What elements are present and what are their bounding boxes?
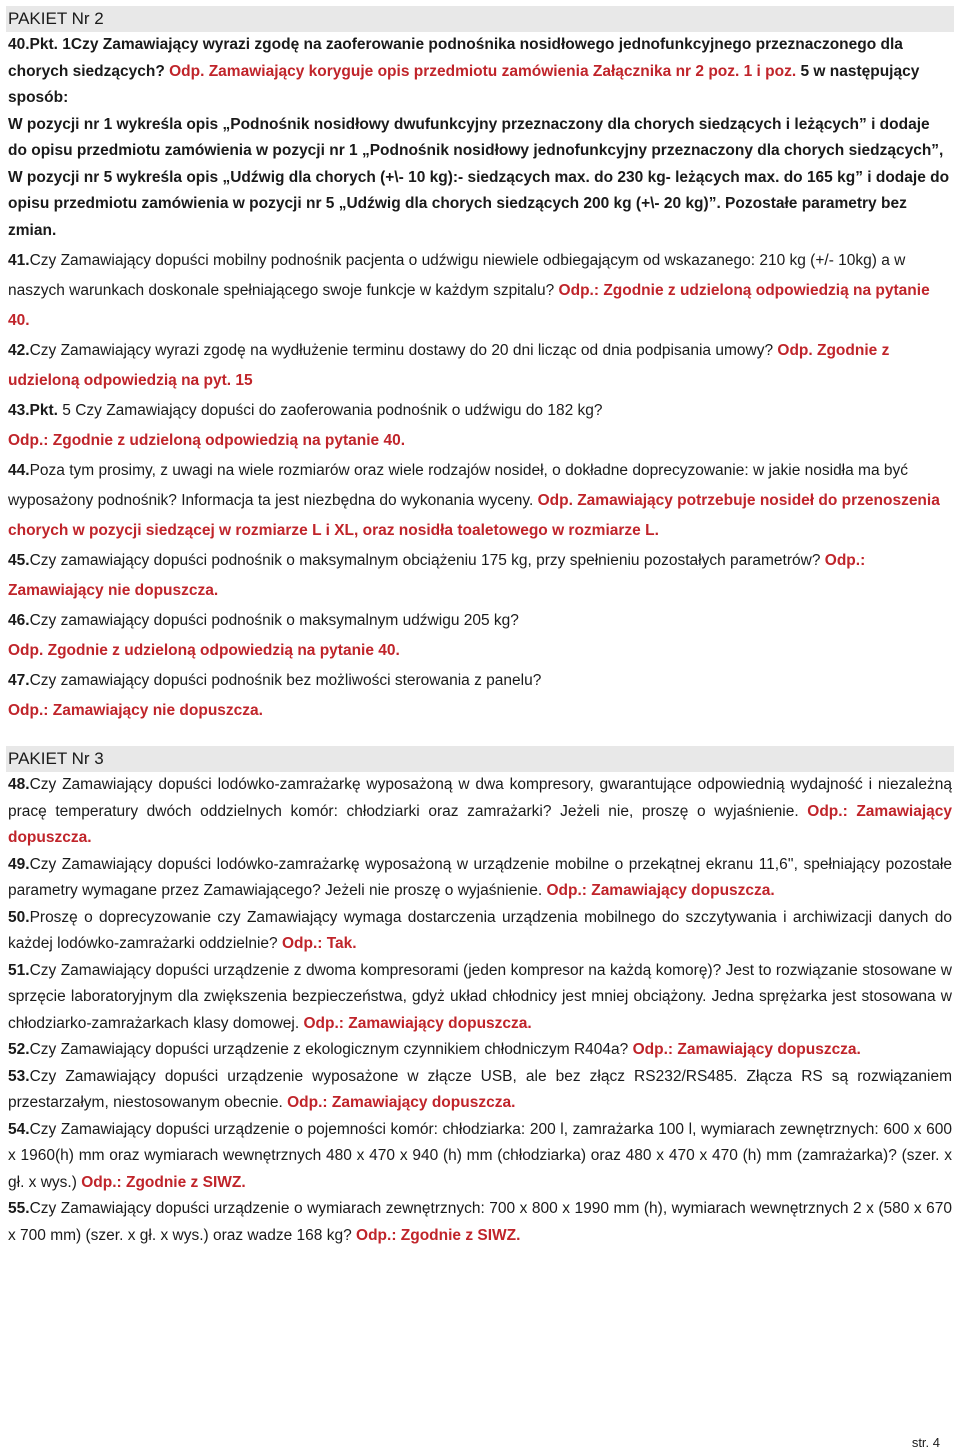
question-52 (8, 1037, 952, 1064)
question-54 (8, 1117, 952, 1197)
question-text: 1Czy Zamawiający wyrazi zgodę na zaoferowanie podnośnika nosidłowego jednofunkcyjnego przeznaczonego dla chorych siedzących? (8, 36, 903, 80)
question-number: 44. (8, 462, 30, 479)
question-text: Czy zamawiający dopuści podnośnik o maksymalnym udźwigu 205 kg? (29, 612, 519, 629)
question-45 (8, 546, 952, 606)
answer-text: Odp.: Zamawiający dopuszcza. (287, 1094, 516, 1111)
answer-text: Odp. Zgodnie z udzieloną odpowiedzią na pytanie 40. (8, 642, 400, 659)
question-46 (8, 606, 952, 666)
answer-text: Odp.: Zamawiający dopuszcza. (8, 802, 952, 846)
question-43 (8, 396, 952, 456)
answer-text: Odp. Zamawiający koryguje opis przedmiotu zamówienia Załącznika nr 2 poz. 1 i poz. (169, 62, 797, 80)
answer-text: „Udźwig dla chorych siedzących 200 kg (+\- 20 kg)”. Pozostałe parametry bez zmian (8, 195, 907, 239)
question-53 (8, 1064, 952, 1117)
question-number: 47. (8, 672, 30, 689)
question-number: 48. (8, 776, 30, 793)
question-text: Czy Zamawiający dopuści urządzenie o pojemności komór: chłodziarka: 200 l, zamrażarka 100 l, wymiarach zewnętrznych: 600 x 600 x 1960(h) mm oraz wymiarach wewnętrznych 480 x 470 x 940 (h) mm (chłodziarka) oraz 480 x 470 x 470 (h) mm (zamrażarka)? (szer. x gł. x wys.) (8, 1120, 952, 1191)
question-text: Proszę o doprecyzowanie czy Zamawiający wymaga dostarczenia urządzenia mobilnego do szczytywania i archiwizacji danych do każdej lodówko-zamrażarki oddzielnie? (8, 908, 952, 952)
question-49 (8, 852, 952, 905)
question-text: Czy zamawiający dopuści podnośnik bez możliwości sterowania z panelu? (29, 672, 542, 689)
answer-text: Odp.: Zamawiający dopuszcza. (632, 1041, 861, 1058)
answer-text: . (51, 221, 57, 239)
answer-text: W pozycji nr 1 wykreśla opis „Podnośnik nosidłowy dwufunkcyjny przeznaczony dla chorych siedzących i leżących” i dodaje do opisu przedmiotu zamówienia w pozycji nr 1 (8, 115, 930, 159)
question-44 (8, 456, 952, 546)
question-number: 43.Pkt. (8, 402, 63, 419)
question-51 (8, 958, 952, 1038)
question-text: Czy Zamawiający dopuści urządzenie o wymiarach zewnętrznych: 700 x 800 x 1990 mm (h), wymiarach wewnętrznych 2 x (580 x 670 x 700 mm) (szer. x gł. x wys.) oraz wadze 168 kg? (8, 1200, 952, 1244)
question-number: 51. (8, 961, 30, 979)
page-number: str. 4 (911, 1435, 940, 1450)
question-number: 50. (8, 908, 30, 926)
answer-text: 5 w następujący sposób: (8, 62, 920, 106)
question-text: Czy Zamawiający dopuści urządzenie wyposażone w złącze USB, ale bez złącz RS232/RS485. Złącza RS są rozwiązaniem przestarzałym, niestosowanym obecnie. (8, 1067, 952, 1111)
section-header-pakiet-3: PAKIET Nr 3 (6, 746, 954, 772)
question-50 (8, 905, 952, 958)
question-text: Poza tym prosimy, z uwagi na wiele rozmiarów oraz wiele rodzajów nosideł, o dokładne doprecyzowanie: w jakie nosidła ma być wyposażony podnośnik? Informacja ta jest niezbędna do wykonania wyceny. (8, 462, 909, 509)
question-number: 55. (8, 1200, 30, 1217)
question-47 (8, 666, 952, 726)
section-header-pakiet-2: PAKIET Nr 2 (6, 6, 954, 32)
question-48 (8, 772, 952, 852)
question-42 (8, 336, 952, 396)
question-number: 42. (8, 342, 30, 359)
answer-text: Odp.: Zgodnie z SIWZ. (81, 1173, 246, 1191)
question-55 (8, 1196, 952, 1249)
question-40 (8, 32, 952, 244)
question-text: Czy Zamawiający dopuści lodówko-zamrażarkę wyposażoną w urządzenie mobilne o przekątnej ekranu 11,6'', spełniający pozostałe parametry wymagane przez Zamawiającego? Jeżeli nie proszę o wyjaśnienie. (8, 855, 952, 899)
question-41 (8, 246, 952, 336)
question-text: Czy Zamawiający dopuści mobilny podnośnik pacjenta o udźwigu niewiele odbiegającym od wskazanego: 210 kg (+/- 10kg) a w naszych warunkach doskonale spełniającego swoje funkcje w każdym szpitalu? (8, 252, 906, 299)
answer-text: „Podnośnik nosidłowy jednofunkcyjny przeznaczony dla chorych siedzących”, (361, 142, 944, 159)
question-text: Czy zamawiający dopuści podnośnik o maksymalnym obciążeniu 175 kg, przy spełnieniu pozostałych parametrów? (29, 552, 825, 569)
question-number: 41. (8, 252, 30, 269)
question-number: 45. (8, 552, 30, 569)
question-number: 53. (8, 1067, 30, 1085)
question-number: 40.Pkt. (8, 36, 63, 53)
answer-text: Odp.: Zgodnie z SIWZ. (356, 1226, 521, 1244)
answer-text: Odp.: Zgodnie z udzieloną odpowiedzią na pytanie 40. (8, 282, 930, 329)
answer-text: Odp.: Zamawiający dopuszcza. (303, 1014, 532, 1032)
question-text: Czy Zamawiający dopuści lodówko-zamrażarkę wyposażoną w dwa kompresory, gwarantujące odpowiednią wydajność i niezależną pracę temperatury dwóch oddzielnych komór: chłodziarki oraz zamrażarki? Jeżeli nie, proszę o wyjaśnienie. (8, 776, 952, 820)
question-number: 52. (8, 1041, 30, 1058)
document-page (6, 6, 954, 1249)
answer-text: Odp. Zamawiający potrzebuje nosideł do przenoszenia chorych w pozycji siedzącej w rozmiarze L i XL, oraz nosidła toaletowego w rozmiarze L. (8, 492, 940, 539)
question-number: 49. (8, 855, 30, 873)
answer-text: Odp. Zgodnie z udzieloną odpowiedzią na pyt. 15 (8, 342, 890, 389)
answer-text: Odp.: Zgodnie z udzieloną odpowiedzią na pytanie 40. (8, 432, 405, 449)
answer-text: Odp.: Zamawiający nie dopuszcza. (8, 702, 263, 719)
question-text: Czy Zamawiający dopuści urządzenie z ekologicznym czynnikiem chłodniczym R404a? (29, 1041, 633, 1058)
question-text: 5 Czy Zamawiający dopuści do zaoferowania podnośnik o udźwigu do 182 kg? (62, 402, 603, 419)
question-text: Czy Zamawiający wyrazi zgodę na wydłużenie terminu dostawy do 20 dni licząc od dnia podpisania umowy? (29, 342, 778, 359)
answer-text: W pozycji nr 5 wykreśla opis „Udźwig dla chorych (+\- 10 kg):- siedzących max. do 230 kg- leżących max. do 165 kg” i dodaje do opisu przedmiotu zamówienia w pozycji nr 5 (8, 168, 950, 212)
answer-text: Odp.: Tak. (281, 935, 357, 952)
answer-text: Odp.: Zamawiający nie dopuszcza. (8, 552, 866, 599)
question-number: 46. (8, 612, 30, 629)
question-number: 54. (8, 1120, 30, 1138)
question-text: Czy Zamawiający dopuści urządzenie z dwoma kompresorami (jeden kompresor na każdą komorę)? Jest to rozwiązanie stosowane w sprzęcie laboratoryjnym dla zwiększenia bezpieczeństwa, gdyż układ chłodnicy jest mniej obciążony. Jedna sprężarka jest stosowana w chłodziarko-zamrażarkach klasy domowej. (8, 961, 952, 1032)
answer-text: Odp.: Zamawiający dopuszcza. (546, 882, 775, 899)
